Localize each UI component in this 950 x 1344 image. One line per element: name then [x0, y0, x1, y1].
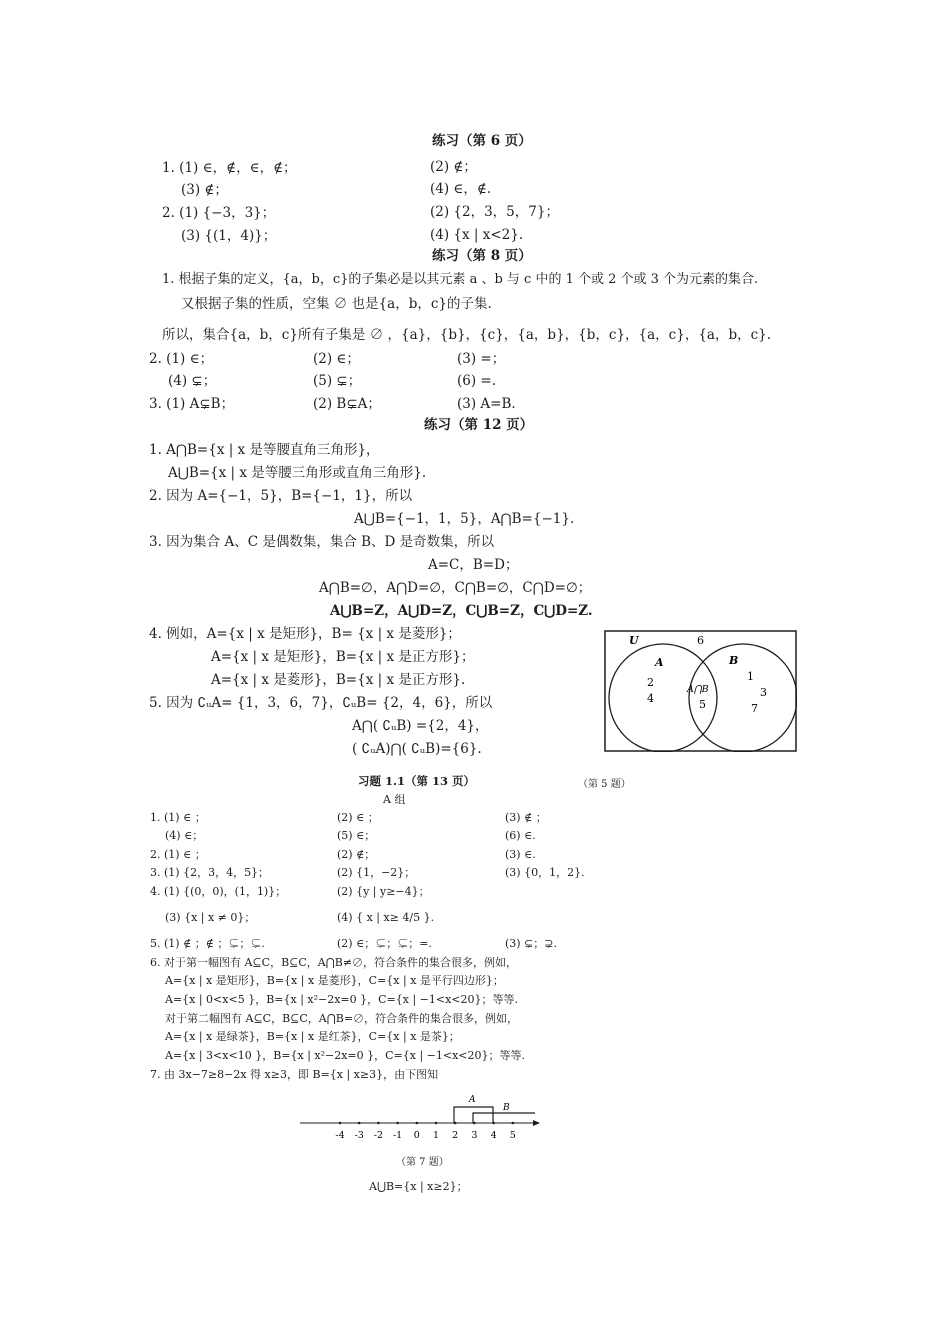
- element-5: 5: [699, 698, 706, 711]
- element-4: 4: [647, 692, 654, 705]
- answer-line: (3) {0，1，2}.: [505, 866, 585, 879]
- tick-mark: [435, 1122, 438, 1125]
- answer-line: 1. 根据子集的定义，{a，b，c}的子集必是以其元素 a 、b 与 c 中的 1 个或 2 个或 3 个为元素的集合.: [162, 272, 759, 287]
- element-7: 7: [751, 702, 758, 715]
- answer-line: ( ∁ᵤA)⋂( ∁ᵤB)={6}.: [352, 741, 482, 757]
- label-intersection: A⋂B: [687, 684, 709, 695]
- tick-mark: [396, 1122, 399, 1125]
- answer-line: (4) {x | x<2}.: [430, 227, 524, 243]
- answer-line: (3) A=B.: [457, 396, 516, 412]
- exercise-heading: 习题 1.1（第 13 页）: [358, 774, 476, 788]
- answer-line: (3) ∉；: [181, 182, 228, 198]
- answer-line: (2) ∉；: [337, 848, 376, 861]
- answer-line: (2) ∉；: [430, 159, 477, 175]
- answer-line: A={x | x 是矩形}，B={x | x 是正方形}；: [211, 649, 475, 665]
- answer-line: (4) ∈，∉.: [430, 181, 492, 197]
- answer-line: A⋂( ∁ᵤB) ={2，4}，: [352, 718, 489, 734]
- answer-line: 3. 因为集合 A、C 是偶数集，集合 B、D 是奇数集，所以: [149, 534, 495, 550]
- number-line-diagram: [295, 1088, 545, 1146]
- answer-line: 3. (1) {2，3，4，5}；: [150, 866, 270, 879]
- answer-line: 7. 由 3x−7≥8−2x 得 x≥3，即 B={x | x≥3}，由下图知: [150, 1068, 439, 1081]
- answer-line: (3) ⊊；⊋.: [505, 937, 558, 950]
- label-u: U: [629, 634, 639, 647]
- answer-line: (2) {2，3，5，7}；: [430, 204, 559, 220]
- element-6: 6: [697, 634, 704, 647]
- answer-line: 对于第二幅图有 A⊆C，B⊆C，A⋂B=∅，符合条件的集合很多，例如，: [165, 1012, 519, 1025]
- tick-label: -3: [354, 1130, 364, 1141]
- tick-mark: [492, 1122, 495, 1125]
- answer-line: (6) ∈.: [505, 829, 536, 842]
- final-answer-line: A⋃B={x | x≥2}；: [369, 1180, 468, 1193]
- answer-line: (2) {1，−2}；: [337, 866, 416, 879]
- venn-caption: （第 5 题）: [578, 779, 631, 790]
- answer-line: (2) {y | y≥−4}；: [337, 885, 430, 898]
- answer-line: A⋃B={x | x 是等腰三角形或直角三角形}.: [168, 465, 427, 481]
- answer-line: (5) ∈；: [337, 829, 376, 842]
- answer-line: (4) { x | x≥ 4/5 }.: [337, 911, 435, 924]
- answer-line: 1. (1) ∈，∉，∈，∉；: [162, 160, 297, 176]
- answer-line: (3) =；: [457, 351, 506, 367]
- answer-line: A=C，B=D；: [428, 557, 519, 573]
- answer-line: 1. (1) ∈ ；: [150, 811, 206, 824]
- answer-line: 2. (1) ∈ ；: [150, 848, 206, 861]
- answer-line: A={x | x 是菱形}，B={x | x 是正方形}.: [211, 672, 466, 688]
- section-heading-page8: 练习（第 8 页）: [432, 248, 532, 264]
- venn-diagram: [604, 630, 797, 752]
- label-set-b: B: [503, 1103, 510, 1113]
- answer-line: 6. 对于第一幅图有 A⊆C，B⊆C，A⋂B≠∅，符合条件的集合很多，例如，: [150, 956, 518, 969]
- element-2: 2: [647, 676, 654, 689]
- answer-line: 4. (1) {(0，0)，(1，1)}；: [150, 885, 287, 898]
- answer-line: 2. (1) ∈；: [149, 351, 214, 367]
- answer-line: (6) =.: [457, 373, 497, 389]
- answer-line: (4) ∈；: [165, 829, 204, 842]
- answer-line: (4) ⊊；: [168, 373, 217, 389]
- answer-line: (3) ∈.: [505, 848, 536, 861]
- answer-line: 5. 因为 ∁ᵤA= {1，3，6，7}，∁ᵤB= {2，4，6}，所以: [149, 695, 493, 711]
- answer-line: (3) {x | x ≠ 0}；: [165, 911, 256, 924]
- answer-line: A={x | x 是矩形}，B={x | x 是菱形}，C={x | x 是平行四边形}；: [165, 974, 504, 987]
- answer-line: A⋃B=Z，A⋃D=Z，C⋃B=Z，C⋃D=Z.: [330, 603, 593, 619]
- tick-mark: [339, 1122, 342, 1125]
- tick-mark: [377, 1122, 380, 1125]
- section-heading-page6: 练习（第 6 页）: [432, 133, 532, 149]
- answer-line: 所以，集合{a，b，c}所有子集是 ∅ ，{a}，{b}，{c}，{a，b}，{b，c}，{a，c}，{a，b，c}.: [162, 327, 772, 343]
- answer-line: 1. A⋂B={x | x 是等腰直角三角形}，: [149, 442, 380, 458]
- answer-line: (5) ⊊；: [313, 373, 362, 389]
- answer-line: (3) ∉ ；: [505, 811, 547, 824]
- tick-label: 1: [432, 1130, 440, 1141]
- answer-line: 4. 例如，A={x | x 是矩形}，B= {x | x 是菱形}；: [149, 626, 461, 642]
- answer-line: A={x | 0<x<5 }，B={x | x²−2x=0 }，C={x | −1<x<20}；等等.: [165, 993, 519, 1006]
- answer-line: A⋂B=∅，A⋂D=∅，C⋂B=∅，C⋂D=∅；: [319, 580, 592, 596]
- answer-line: 5. (1) ∉ ；∉ ；⊊；⊊.: [150, 937, 265, 950]
- tick-mark: [473, 1122, 476, 1125]
- axis-arrow: [533, 1120, 540, 1126]
- answer-line: (2) ∈；: [313, 351, 360, 367]
- tick-label: 4: [490, 1130, 497, 1141]
- answer-line: (2) B⊊A；: [313, 396, 381, 412]
- answer-line: 3. (1) A⊊B；: [149, 396, 235, 412]
- label-set-a: A: [469, 1095, 476, 1105]
- answer-line: (3) {(1，4)}；: [181, 228, 277, 244]
- tick-mark: [512, 1122, 515, 1125]
- tick-label: 2: [452, 1130, 459, 1141]
- tick-label: -4: [335, 1130, 345, 1141]
- tick-mark: [454, 1122, 457, 1125]
- answer-line: (2) ∈ ；: [337, 811, 379, 824]
- element-3: 3: [760, 686, 767, 699]
- numberline-caption: （第 7 题）: [396, 1157, 449, 1168]
- element-1: 1: [747, 670, 754, 683]
- tick-label: -1: [392, 1130, 403, 1141]
- set-b-bracket: [473, 1113, 535, 1123]
- tick-label: 0: [413, 1130, 420, 1141]
- answer-line: A={x | 3<x<10 }，B={x | x²−2x=0 }，C={x | −1<x<20}；等等.: [165, 1049, 526, 1062]
- tick-label: -2: [373, 1130, 384, 1141]
- label-a: A: [655, 656, 664, 669]
- tick-mark: [416, 1122, 419, 1125]
- answer-line: A⋃B={−1，1，5}，A⋂B={−1}.: [354, 511, 575, 527]
- answer-line: 2. (1) {−3，3}；: [162, 205, 276, 221]
- label-b: B: [729, 654, 739, 667]
- tick-label: 5: [509, 1130, 516, 1141]
- tick-label: 3: [471, 1130, 478, 1141]
- group-label: A 组: [383, 793, 406, 806]
- tick-mark: [358, 1122, 361, 1125]
- answer-line: 又根据子集的性质，空集 ∅ 也是{a，b，c}的子集.: [181, 296, 492, 312]
- section-heading-page12: 练习（第 12 页）: [424, 417, 534, 433]
- answer-line: A={x | x 是绿茶}，B={x | x 是红茶}，C={x | x 是茶}；: [165, 1030, 460, 1043]
- answer-line: (2) ∈；⊊；⊊；=.: [337, 937, 432, 950]
- answer-line: 2. 因为 A={−1，5}，B={−1，1}，所以: [149, 488, 413, 504]
